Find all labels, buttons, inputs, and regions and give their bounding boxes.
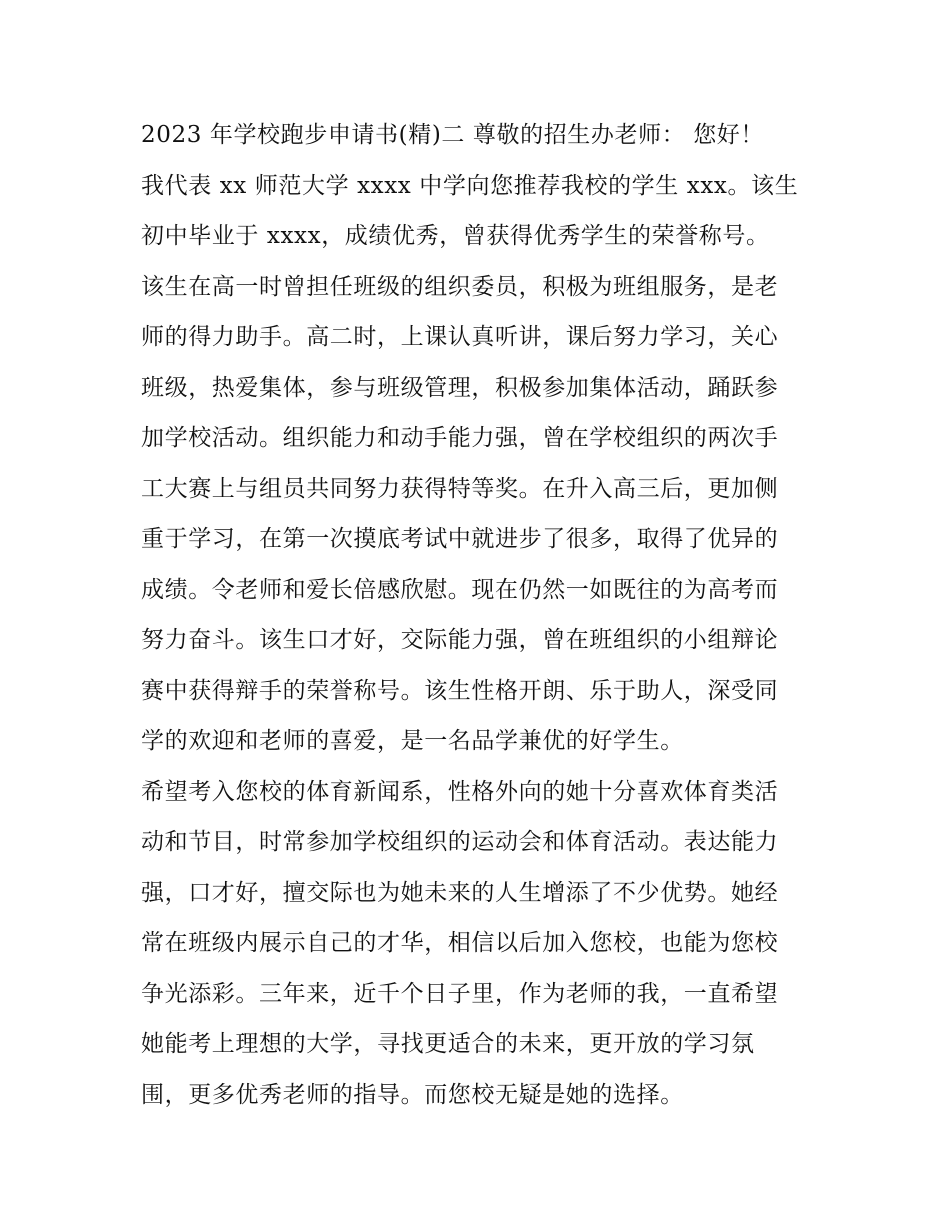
paragraph-title: [141, 110, 813, 161]
text-line: 赛中获得辩手的荣誉称号。该生性格开朗、乐于助人，深受同: [141, 677, 779, 704]
text-line: 努力奋斗。该生口才好，交际能力强，曾在班组织的小组辩论: [141, 627, 779, 653]
text-line: 重于学习，在第一次摸底考试中就进步了很多，取得了优异的: [141, 526, 779, 552]
text-line: 2023 年学校跑步申请书(精)二 尊敬的招生办老师： 您好！: [141, 122, 765, 148]
document-body: [141, 110, 813, 1120]
text-line: 师的得力助手。高二时，上课认真听讲，课后努力学习，关心: [141, 324, 779, 350]
text-line: 争光添彩。三年来，近千个日子里，作为老师的我，一直希望: [141, 980, 779, 1007]
text-line: 强，口才好，擅交际也为她未来的人生增添了不少优势。她经: [141, 879, 779, 906]
text-line: 初中毕业于 xxxx，成绩优秀，曾获得优秀学生的荣誉称号。: [141, 223, 770, 249]
paragraph-performance: [141, 262, 813, 767]
text-line: 班级，热爱集体，参与班级管理，积极参加集体活动，踊跃参: [141, 374, 779, 401]
text-line: 动和节目，时常参加学校组织的运动会和体育活动。表达能力: [141, 829, 779, 855]
paragraph-introduction: [141, 161, 813, 262]
text-line: 成绩。令老师和爱长倍感欣慰。现在仍然一如既往的为高考而: [141, 576, 779, 603]
text-line: 加学校活动。组织能力和动手能力强，曾在学校组织的两次手: [141, 425, 779, 451]
paragraph-aspiration: [141, 767, 813, 1121]
text-line: 该生在高一时曾担任班级的组织委员，积极为班组服务，是老: [141, 273, 779, 300]
text-line: 常在班级内展示自己的才华，相信以后加入您校，也能为您校: [141, 930, 779, 956]
text-line: 学的欢迎和老师的喜爱，是一名品学兼优的好学生。: [141, 728, 684, 754]
text-line: 我代表 xx 师范大学 xxxx 中学向您推荐我校的学生 xxx。该生: [141, 172, 799, 199]
text-line: 工大赛上与组员共同努力获得特等奖。在升入高三后，更加侧: [141, 475, 779, 502]
text-line: 围，更多优秀老师的指导。而您校无疑是她的选择。: [141, 1081, 684, 1108]
text-line: 希望考入您校的体育新闻系，性格外向的她十分喜欢体育类活: [141, 778, 779, 805]
text-line: 她能考上理想的大学，寻找更适合的未来，更开放的学习氛: [141, 1031, 755, 1057]
